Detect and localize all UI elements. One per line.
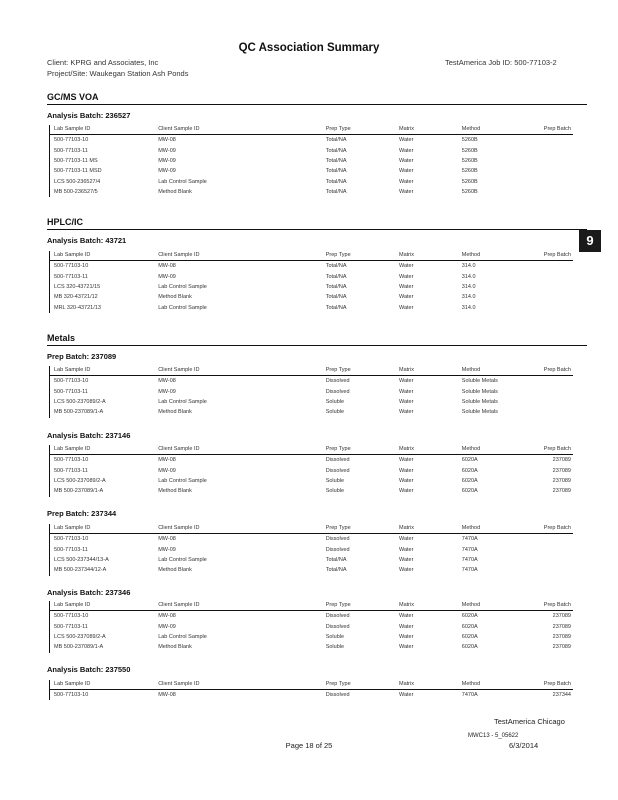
- column-header-prep-batch: Prep Batch: [536, 445, 573, 455]
- qc-table: [49, 680, 573, 700]
- table-row: [50, 397, 574, 407]
- prep-batch-cell: [536, 156, 573, 166]
- prep-batch-cell: 237089: [552, 488, 571, 495]
- method-cell: 7470A: [461, 692, 478, 699]
- matrix-cell: Water: [398, 613, 414, 620]
- client-sample-id-cell: Lab Control Sample: [158, 398, 207, 405]
- table-row: [50, 145, 574, 155]
- matrix-cell: Water: [398, 546, 414, 553]
- lab-sample-id-cell: 500-77103-11: [50, 271, 155, 281]
- qc-table: [49, 601, 573, 653]
- lab-sample-id-cell: LCS 500-237344/13-A: [50, 555, 155, 565]
- column-header-client-sample-id: Client Sample ID: [154, 366, 322, 376]
- column-header-matrix: Matrix: [395, 251, 458, 261]
- matrix-cell: Water: [398, 304, 414, 311]
- client-sample-id-cell: Method Blank: [158, 488, 192, 495]
- prep-batch-cell: [536, 292, 573, 302]
- prep-batch-cell: 237089: [552, 633, 571, 640]
- prep-type-cell: Total/NA: [325, 189, 347, 196]
- lab-sample-id-cell: 500-77103-10: [50, 534, 155, 545]
- prep-type-cell: Dissolved: [325, 457, 350, 464]
- prep-batch-cell: 237344: [552, 692, 571, 699]
- prep-batch-cell: [536, 271, 573, 281]
- project-line: Project/Site: Waukegan Station Ash Ponds: [47, 69, 189, 78]
- table-row: [50, 166, 574, 176]
- table-row: [50, 177, 574, 187]
- method-cell: 7470A: [461, 546, 478, 553]
- method-cell: 6020A: [461, 613, 478, 620]
- table-row: [50, 455, 574, 466]
- matrix-cell: Water: [398, 633, 414, 640]
- table-header-row: [50, 125, 574, 135]
- column-header-prep-batch: Prep Batch: [536, 680, 573, 690]
- batch-label: Prep Batch: 237089: [47, 352, 117, 361]
- method-cell: 6020A: [461, 488, 478, 495]
- batch-label: Analysis Batch: 237346: [47, 588, 131, 597]
- lab-sample-id-cell: MB 500-237089/1-A: [50, 642, 155, 652]
- method-cell: 6020A: [461, 623, 478, 630]
- prep-batch-cell: [536, 145, 573, 155]
- client-sample-id-cell: MW-08: [158, 536, 176, 543]
- prep-batch-cell: [536, 135, 573, 146]
- prep-type-cell: Dissolved: [325, 692, 350, 699]
- column-header-prep-type: Prep Type: [322, 680, 395, 690]
- table-header-row: [50, 366, 574, 376]
- column-header-matrix: Matrix: [395, 601, 458, 611]
- lab-sample-id-cell: MB 500-237344/12-A: [50, 565, 155, 575]
- method-cell: 5260B: [461, 168, 478, 175]
- column-header-method: Method: [458, 125, 537, 135]
- prep-batch-cell: [536, 177, 573, 187]
- client-sample-id-cell: MW-08: [158, 457, 176, 464]
- method-cell: 5260B: [461, 178, 478, 185]
- prep-type-cell: Total/NA: [325, 304, 347, 311]
- client-sample-id-cell: Lab Control Sample: [158, 304, 207, 311]
- table-header-row: [50, 251, 574, 261]
- column-header-lab-sample-id: Lab Sample ID: [50, 366, 155, 376]
- lab-sample-id-cell: 500-77103-10: [50, 376, 155, 387]
- column-header-client-sample-id: Client Sample ID: [154, 524, 322, 534]
- lab-sample-id-cell: 500-77103-10: [50, 135, 155, 146]
- method-cell: 6020A: [461, 467, 478, 474]
- lab-sample-id-cell: LCS 320-43721/15: [50, 282, 155, 292]
- matrix-cell: Water: [398, 168, 414, 175]
- table-row: [50, 544, 574, 554]
- method-cell: 5260B: [461, 137, 478, 144]
- prep-batch-cell: 237089: [552, 457, 571, 464]
- matrix-cell: Water: [398, 294, 414, 301]
- column-header-matrix: Matrix: [395, 524, 458, 534]
- section-heading-hplc: HPLC/IC: [47, 217, 587, 227]
- lab-sample-id-cell: 500-77103-11 MSD: [50, 166, 155, 176]
- client-sample-id-cell: MW-09: [158, 168, 176, 175]
- lab-sample-id-cell: 500-77103-11 MS: [50, 156, 155, 166]
- method-cell: 6020A: [461, 477, 478, 484]
- footer-date: 6/3/2014: [509, 741, 539, 750]
- column-header-prep-batch: Prep Batch: [536, 251, 573, 261]
- table-row: [50, 292, 574, 302]
- method-cell: 314.0: [461, 273, 476, 280]
- table-row: [50, 690, 574, 701]
- batch-label: Analysis Batch: 43721: [47, 236, 127, 245]
- footer-lab: TestAmerica Chicago: [494, 717, 565, 726]
- matrix-cell: Water: [398, 263, 414, 270]
- column-header-prep-type: Prep Type: [322, 366, 395, 376]
- table-header-row: [50, 445, 574, 455]
- batch-label: Analysis Batch: 237146: [47, 431, 131, 440]
- page-title: QC Association Summary: [238, 42, 380, 54]
- table-row: [50, 135, 574, 146]
- table-row: [50, 465, 574, 475]
- prep-batch-cell: 237089: [552, 623, 571, 630]
- lab-sample-id-cell: MB 500-237089/1-A: [50, 407, 155, 417]
- footer-doc-id: MWC13 - 5_05622: [468, 733, 519, 739]
- section-heading-gcms: GC/MS VOA: [47, 92, 587, 102]
- method-cell: 6020A: [461, 633, 478, 640]
- table-row: [50, 271, 574, 281]
- method-cell: Soluble Metals: [461, 388, 498, 395]
- prep-type-cell: Total/NA: [325, 556, 347, 563]
- lab-sample-id-cell: MB 500-237089/1-A: [50, 486, 155, 496]
- prep-batch-cell: [536, 544, 573, 554]
- prep-batch-cell: [536, 187, 573, 197]
- method-cell: 7470A: [461, 567, 478, 574]
- prep-batch-cell: [536, 376, 573, 387]
- column-header-prep-type: Prep Type: [322, 251, 395, 261]
- method-cell: 6020A: [461, 457, 478, 464]
- matrix-cell: Water: [398, 623, 414, 630]
- method-cell: Soluble Metals: [461, 378, 498, 385]
- lab-sample-id-cell: 500-77103-10: [50, 611, 155, 622]
- matrix-cell: Water: [398, 388, 414, 395]
- column-header-prep-batch: Prep Batch: [536, 601, 573, 611]
- client-sample-id-cell: MW-08: [158, 263, 176, 270]
- client-line: Client: KPRG and Associates, Inc: [47, 58, 159, 67]
- prep-type-cell: Total/NA: [325, 294, 347, 301]
- prep-batch-cell: 237089: [552, 477, 571, 484]
- column-header-client-sample-id: Client Sample ID: [154, 680, 322, 690]
- prep-batch-cell: [536, 386, 573, 396]
- matrix-cell: Water: [398, 283, 414, 290]
- table-row: [50, 376, 574, 387]
- section-heading-metals: Metals: [47, 333, 587, 343]
- matrix-cell: Water: [398, 692, 414, 699]
- prep-type-cell: Total/NA: [325, 157, 347, 164]
- client-sample-id-cell: Lab Control Sample: [158, 477, 207, 484]
- column-header-matrix: Matrix: [395, 445, 458, 455]
- method-cell: 5260B: [461, 189, 478, 196]
- prep-batch-cell: [536, 534, 573, 545]
- client-sample-id-cell: MW-08: [158, 137, 176, 144]
- client-sample-id-cell: MW-09: [158, 157, 176, 164]
- table-row: [50, 386, 574, 396]
- method-cell: 5260B: [461, 147, 478, 154]
- table-row: [50, 642, 574, 652]
- client-sample-id-cell: Method Blank: [158, 294, 192, 301]
- batch-label: Analysis Batch: 237550: [47, 665, 131, 674]
- prep-type-cell: Dissolved: [325, 467, 350, 474]
- table-row: [50, 156, 574, 166]
- column-header-lab-sample-id: Lab Sample ID: [50, 125, 155, 135]
- prep-type-cell: Soluble: [325, 477, 345, 484]
- column-header-prep-batch: Prep Batch: [536, 524, 573, 534]
- client-sample-id-cell: Method Blank: [158, 409, 192, 416]
- job-id: TestAmerica Job ID: 500-77103-2: [445, 58, 557, 67]
- column-header-method: Method: [458, 601, 537, 611]
- prep-batch-cell: [536, 565, 573, 575]
- prep-type-cell: Total/NA: [325, 263, 347, 270]
- column-header-method: Method: [458, 445, 537, 455]
- lab-sample-id-cell: LCS 500-237089/2-A: [50, 397, 155, 407]
- method-cell: 7470A: [461, 556, 478, 563]
- lab-sample-id-cell: 500-77103-11: [50, 621, 155, 631]
- client-sample-id-cell: Lab Control Sample: [158, 556, 207, 563]
- footer-page: Page 18 of 25: [285, 741, 333, 750]
- matrix-cell: Water: [398, 536, 414, 543]
- prep-type-cell: Dissolved: [325, 378, 350, 385]
- column-header-lab-sample-id: Lab Sample ID: [50, 524, 155, 534]
- column-header-client-sample-id: Client Sample ID: [154, 251, 322, 261]
- lab-sample-id-cell: 500-77103-11: [50, 465, 155, 475]
- lab-sample-id-cell: MB 320-43721/12: [50, 292, 155, 302]
- column-header-lab-sample-id: Lab Sample ID: [50, 680, 155, 690]
- prep-type-cell: Total/NA: [325, 283, 347, 290]
- column-header-prep-type: Prep Type: [322, 125, 395, 135]
- method-cell: 314.0: [461, 263, 476, 270]
- client-sample-id-cell: MW-09: [158, 147, 176, 154]
- qc-table: [49, 366, 573, 418]
- lab-sample-id-cell: 500-77103-10: [50, 690, 155, 701]
- matrix-cell: Water: [398, 273, 414, 280]
- prep-type-cell: Soluble: [325, 644, 345, 651]
- qc-table: [49, 524, 573, 576]
- column-header-prep-type: Prep Type: [322, 445, 395, 455]
- matrix-cell: Water: [398, 477, 414, 484]
- prep-batch-cell: [536, 397, 573, 407]
- prep-type-cell: Soluble: [325, 409, 345, 416]
- column-header-method: Method: [458, 680, 537, 690]
- table-row: [50, 476, 574, 486]
- prep-batch-cell: [536, 303, 573, 313]
- table-row: [50, 407, 574, 417]
- client-sample-id-cell: Lab Control Sample: [158, 283, 207, 290]
- table-header-row: [50, 601, 574, 611]
- lab-sample-id-cell: 500-77103-11: [50, 386, 155, 396]
- method-cell: 7470A: [461, 536, 478, 543]
- client-sample-id-cell: MW-09: [158, 388, 176, 395]
- method-cell: 314.0: [461, 294, 476, 301]
- matrix-cell: Water: [398, 178, 414, 185]
- prep-type-cell: Dissolved: [325, 388, 350, 395]
- prep-type-cell: Soluble: [325, 488, 345, 495]
- column-header-matrix: Matrix: [395, 680, 458, 690]
- table-row: [50, 632, 574, 642]
- lab-sample-id-cell: 500-77103-10: [50, 261, 155, 272]
- matrix-cell: Water: [398, 137, 414, 144]
- table-row: [50, 555, 574, 565]
- prep-batch-cell: 237089: [552, 613, 571, 620]
- prep-batch-cell: 237089: [552, 644, 571, 651]
- qc-table: [49, 251, 573, 313]
- prep-type-cell: Dissolved: [325, 546, 350, 553]
- column-header-lab-sample-id: Lab Sample ID: [50, 601, 155, 611]
- column-header-client-sample-id: Client Sample ID: [154, 445, 322, 455]
- column-header-matrix: Matrix: [395, 125, 458, 135]
- client-sample-id-cell: MW-08: [158, 378, 176, 385]
- table-row: [50, 282, 574, 292]
- table-row: [50, 486, 574, 496]
- prep-batch-cell: 237089: [552, 467, 571, 474]
- column-header-prep-batch: Prep Batch: [536, 366, 573, 376]
- column-header-prep-batch: Prep Batch: [536, 125, 573, 135]
- client-sample-id-cell: MW-08: [158, 692, 176, 699]
- lab-sample-id-cell: 500-77103-11: [50, 145, 155, 155]
- matrix-cell: Water: [398, 157, 414, 164]
- method-cell: 314.0: [461, 283, 476, 290]
- column-header-client-sample-id: Client Sample ID: [154, 125, 322, 135]
- client-sample-id-cell: Lab Control Sample: [158, 633, 207, 640]
- matrix-cell: Water: [398, 147, 414, 154]
- lab-sample-id-cell: 500-77103-11: [50, 544, 155, 554]
- matrix-cell: Water: [398, 488, 414, 495]
- prep-batch-cell: [536, 282, 573, 292]
- column-header-method: Method: [458, 366, 537, 376]
- client-sample-id-cell: Lab Control Sample: [158, 178, 207, 185]
- method-cell: 314.0: [461, 304, 476, 311]
- batch-label: Analysis Batch: 236527: [47, 111, 131, 120]
- client-sample-id-cell: Method Blank: [158, 644, 192, 651]
- matrix-cell: Water: [398, 189, 414, 196]
- prep-type-cell: Total/NA: [325, 137, 347, 144]
- client-sample-id-cell: MW-09: [158, 467, 176, 474]
- column-header-method: Method: [458, 524, 537, 534]
- table-header-row: [50, 524, 574, 534]
- prep-type-cell: Dissolved: [325, 613, 350, 620]
- method-cell: Soluble Metals: [461, 409, 498, 416]
- batch-label: Prep Batch: 237344: [47, 509, 117, 518]
- table-row: [50, 303, 574, 313]
- lab-sample-id-cell: MB 500-236527/5: [50, 187, 155, 197]
- client-sample-id-cell: Method Blank: [158, 189, 192, 196]
- table-row: [50, 565, 574, 575]
- prep-batch-cell: [536, 407, 573, 417]
- lab-sample-id-cell: LCS 500-236527/4: [50, 177, 155, 187]
- matrix-cell: Water: [398, 409, 414, 416]
- matrix-cell: Water: [398, 378, 414, 385]
- lab-sample-id-cell: LCS 500-237089/2-A: [50, 632, 155, 642]
- column-header-prep-type: Prep Type: [322, 524, 395, 534]
- prep-batch-cell: [536, 261, 573, 272]
- method-cell: 6020A: [461, 644, 478, 651]
- prep-type-cell: Dissolved: [325, 536, 350, 543]
- table-row: [50, 621, 574, 631]
- column-header-prep-type: Prep Type: [322, 601, 395, 611]
- matrix-cell: Water: [398, 567, 414, 574]
- table-row: [50, 261, 574, 272]
- prep-type-cell: Soluble: [325, 398, 345, 405]
- prep-type-cell: Dissolved: [325, 623, 350, 630]
- client-sample-id-cell: Method Blank: [158, 567, 192, 574]
- column-header-lab-sample-id: Lab Sample ID: [50, 445, 155, 455]
- table-row: [50, 187, 574, 197]
- qc-table: [49, 125, 573, 197]
- table-row: [50, 611, 574, 622]
- prep-batch-cell: [536, 555, 573, 565]
- matrix-cell: Water: [398, 398, 414, 405]
- column-header-matrix: Matrix: [395, 366, 458, 376]
- client-sample-id-cell: MW-08: [158, 613, 176, 620]
- matrix-cell: Water: [398, 644, 414, 651]
- column-header-lab-sample-id: Lab Sample ID: [50, 251, 155, 261]
- prep-type-cell: Total/NA: [325, 168, 347, 175]
- qc-table: [49, 445, 573, 497]
- prep-type-cell: Total/NA: [325, 178, 347, 185]
- lab-sample-id-cell: MRL 320-43721/13: [50, 303, 155, 313]
- client-sample-id-cell: MW-09: [158, 623, 176, 630]
- method-cell: Soluble Metals: [461, 398, 498, 405]
- column-header-method: Method: [458, 251, 537, 261]
- matrix-cell: Water: [398, 556, 414, 563]
- prep-type-cell: Total/NA: [325, 567, 347, 574]
- client-sample-id-cell: MW-09: [158, 546, 176, 553]
- prep-batch-cell: [536, 166, 573, 176]
- lab-sample-id-cell: LCS 500-237089/2-A: [50, 476, 155, 486]
- table-row: [50, 534, 574, 545]
- prep-type-cell: Soluble: [325, 633, 345, 640]
- prep-type-cell: Total/NA: [325, 147, 347, 154]
- lab-sample-id-cell: 500-77103-10: [50, 455, 155, 466]
- prep-type-cell: Total/NA: [325, 273, 347, 280]
- section-tab: 9: [579, 230, 601, 252]
- matrix-cell: Water: [398, 457, 414, 464]
- client-sample-id-cell: MW-09: [158, 273, 176, 280]
- matrix-cell: Water: [398, 467, 414, 474]
- method-cell: 5260B: [461, 157, 478, 164]
- column-header-client-sample-id: Client Sample ID: [154, 601, 322, 611]
- table-header-row: [50, 680, 574, 690]
